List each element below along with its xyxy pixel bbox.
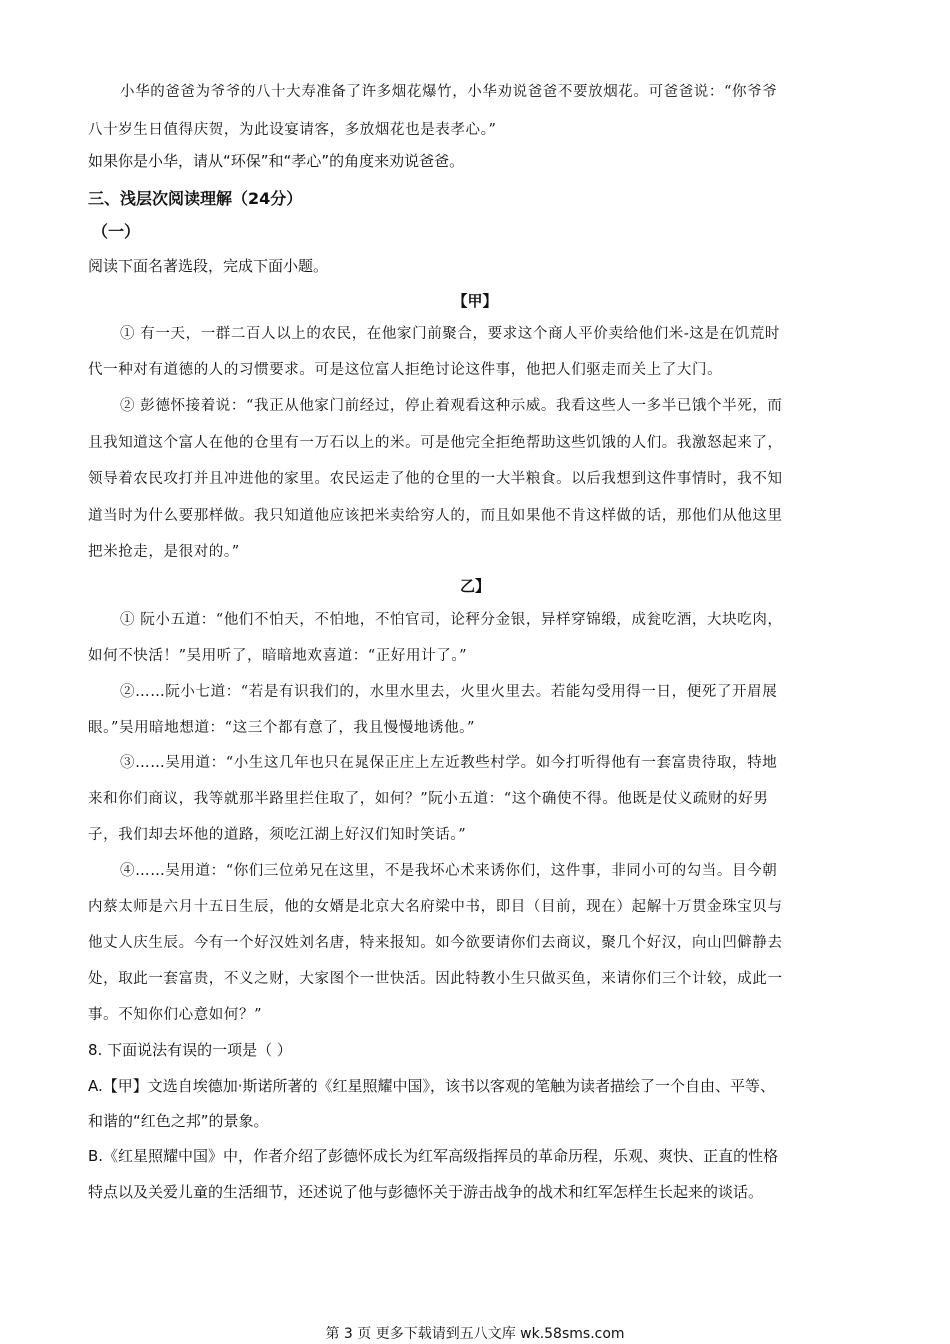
intro-task: 如果你是小华，请从“环保”和“孝心”的角度来劝说爸爸。 bbox=[88, 152, 465, 170]
passage-jia-line: 代一种对有道德的人的习惯要求。可是这位富人拒绝讨论这件事，他把人们驱走而关上了大门。 bbox=[88, 362, 723, 378]
passage-yi-title: 乙】 bbox=[459, 577, 490, 595]
section-heading: 三、浅层次阅读理解（24分） bbox=[88, 189, 303, 208]
passage-jia-line: 且我知道这个富人在他的仓里有一万石以上的米。可是他完全拒绝帮助这些饥饿的人们。我激怒起来了， bbox=[88, 435, 783, 451]
passage-yi-line: 他丈人庆生辰。今有一个好汉姓刘名唐，特来报知。如今欲要请你们去商议，聚几个好汉，向山凹僻静去 bbox=[88, 935, 783, 951]
passage-yi-line: 如何不快活！”吴用听了，暗暗地欢喜道：“正好用计了。” bbox=[88, 648, 468, 664]
intro-line-2: 八十岁生日值得庆贺，为此设宴请客，多放烟花也是表孝心。” bbox=[88, 122, 497, 138]
passage-yi-line: 子，我们却去坏他的道路，须吃江湖上好汉们知时笑话。” bbox=[88, 827, 467, 843]
passage-yi-line: ① 阮小五道：“他们不怕天，不怕地，不怕官司，论秤分金银，异样穿锦缎，成瓮吃酒，大块吃肉， bbox=[120, 612, 783, 628]
passage-jia-line: ② 彭德怀接着说：“我正从他家门前经过，停止着观看这种示威。我看这些人一多半已饿个半死，而 bbox=[120, 398, 783, 414]
option-b-line-1: B.《红星照耀中国》中，作者介绍了彭德怀成长为红军高级指挥员的革命历程，乐观、爽快、正直的性格 bbox=[88, 1147, 779, 1165]
passage-yi-line: 事。不知你们心意如何？” bbox=[88, 1007, 263, 1023]
reading-instruction: 阅读下面名著选段，完成下面小题。 bbox=[88, 257, 329, 275]
passage-yi-line: 内蔡太师是六月十五日生辰，他的女婿是北京大名府梁中书，即目（目前，现在）起解十万贯金珠宝贝与 bbox=[88, 899, 783, 915]
section-subheading: （一） bbox=[92, 222, 141, 241]
passage-yi-line: 来和你们商议，我等就那半路里拦住取了，如何？”阮小五道：“这个确使不得。他既是仗义疏财的好男 bbox=[88, 791, 769, 807]
option-a-line-2: 和谐的“红色之邦”的景象。 bbox=[88, 1112, 269, 1130]
page-footer: 第 3 页 更多下载请到五八文库 wk.58sms.com bbox=[325, 1326, 625, 1342]
passage-yi-line: 眼。”吴用暗地想道：“这三个都有意了，我且慢慢地诱他。” bbox=[88, 720, 476, 736]
passage-yi-line: ④……吴用道：“你们三位弟兄在这里，不是我坏心术来诱你们，这件事，非同小可的勾当。目今朝 bbox=[120, 863, 778, 879]
option-a-line-1: A.【甲】文选自埃德加·斯诺所著的《红星照耀中国》，该书以客观的笔触为读者描绘了一个自由、平等、 bbox=[88, 1077, 776, 1095]
passage-jia-line: 把米抢走，是很对的。” bbox=[88, 544, 240, 560]
passage-jia-line: 领导着农民攻打并且冲进他的家里。农民运走了他的仓里的一大半粮食。以后我想到这件事情时，我不知 bbox=[88, 471, 783, 487]
passage-yi-line: ③……吴用道：“小生这几年也只在晁保正庄上左近教些村学。如今打听得他有一套富贵待取，特地 bbox=[120, 755, 778, 771]
question-stem: 8. 下面说法有误的一项是（ ） bbox=[88, 1041, 292, 1059]
passage-jia-line: ① 有一天，一群二百人以上的农民，在他家门前聚合，要求这个商人平价卖给他们米-这是在饥荒时 bbox=[120, 326, 781, 342]
passage-jia-title: 【甲】 bbox=[452, 292, 498, 310]
passage-yi-line: 处，取此一套富贵，不义之财，大家图个一世快活。因此特教小生只做买鱼，来请你们三个计较，成此一 bbox=[88, 971, 783, 987]
option-b-line-2: 特点以及关爱儿童的生活细节，还述说了他与彭德怀关于游击战争的战术和红军怎样生长起来的谈话。 bbox=[88, 1183, 764, 1201]
intro-line-1: 小华的爸爸为爷爷的八十大寿准备了许多烟花爆竹，小华劝说爸爸不要放烟花。可爸爸说：“你爷爷 bbox=[120, 84, 778, 100]
passage-jia-line: 道当时为什么要那样做。我只知道他应该把米卖给穷人的，而且如果他不肯这样做的话，那他们从他这里 bbox=[88, 508, 783, 524]
passage-yi-line: ②……阮小七道：“若是有识我们的，水里水里去，火里火里去。若能勾受用得一日，便死了开眉展 bbox=[120, 684, 778, 700]
